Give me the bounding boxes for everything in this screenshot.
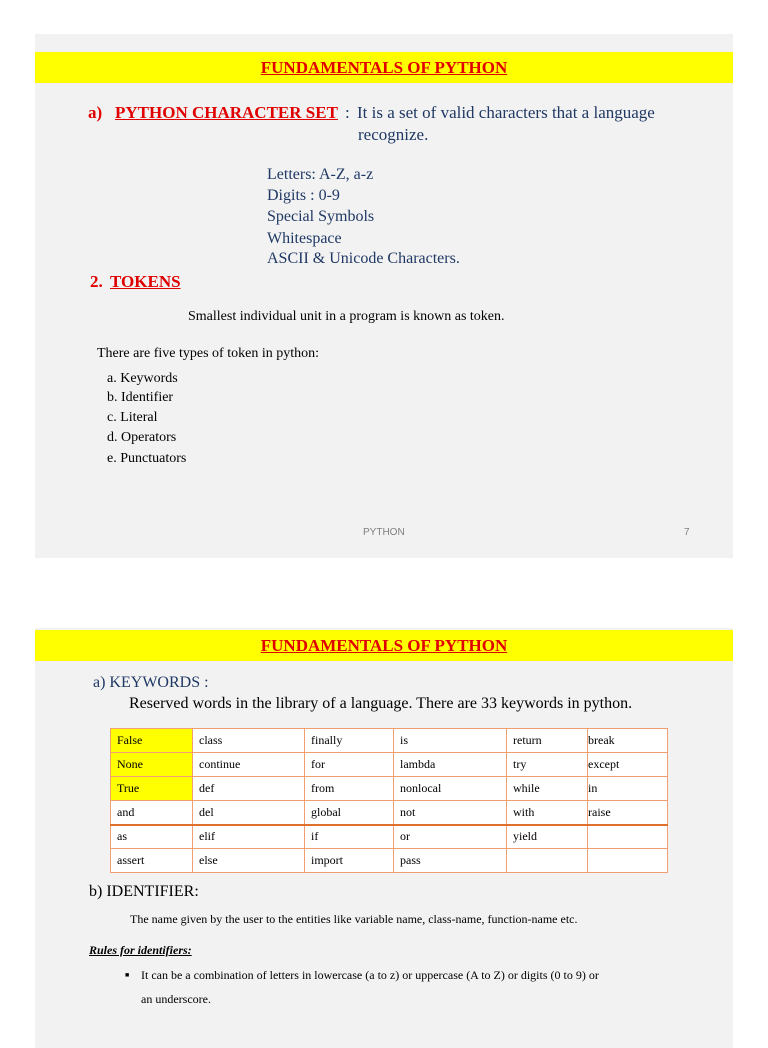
table-row (111, 729, 668, 753)
table-row (111, 801, 668, 825)
table-row (111, 753, 668, 777)
identifier-heading: b) IDENTIFIER: (89, 883, 199, 900)
keyword-cell: elif (193, 825, 305, 849)
token-type-item: e. Punctuators (107, 451, 187, 466)
rules-heading: Rules for identifiers: (89, 943, 192, 957)
keyword-cell: yield (507, 825, 588, 849)
rule-text-line2: an underscore. (141, 992, 211, 1006)
keyword-cell: def (193, 777, 305, 801)
keyword-cell: class (193, 729, 305, 753)
keyword-cell (507, 849, 588, 873)
page-number: 7 (684, 527, 690, 538)
identifier-definition: The name given by the user to the entities like variable name, class-name, function-name etc. (130, 912, 578, 926)
charset-item: Digits : 0-9 (267, 187, 340, 204)
keyword-cell: for (305, 753, 394, 777)
keyword-cell: as (111, 825, 193, 849)
keyword-cell (588, 849, 668, 873)
table-row (111, 825, 668, 849)
charset-item: Letters: A-Z, a-z (267, 166, 374, 183)
charset-definition-line1: It is a set of valid characters that a language (357, 103, 655, 122)
token-type-item: d. Operators (107, 430, 177, 445)
charset-item: ASCII & Unicode Characters. (267, 250, 460, 267)
tokens-marker: 2. (90, 272, 103, 291)
token-type-item: b. Identifier (107, 390, 174, 405)
bullet-icon: ■ (125, 971, 130, 979)
keyword-cell: assert (111, 849, 193, 873)
keyword-cell (588, 825, 668, 849)
keyword-cell: and (111, 801, 193, 825)
keyword-cell: except (588, 753, 668, 777)
charset-separator: : (345, 103, 350, 122)
token-type-item: c. Literal (107, 410, 158, 425)
rule-text-line1: It can be a combination of letters in lowercase (a to z) or uppercase (A to Z) or digits (0 to 9) or (141, 968, 599, 982)
keyword-cell: raise (588, 801, 668, 825)
keyword-cell: del (193, 801, 305, 825)
keyword-cell: None (111, 753, 193, 777)
keyword-cell: try (507, 753, 588, 777)
tokens-intro: There are five types of token in python: (97, 346, 319, 361)
keyword-cell: continue (193, 753, 305, 777)
charset-item: Whitespace (267, 230, 342, 247)
keyword-cell: break (588, 729, 668, 753)
keyword-cell: in (588, 777, 668, 801)
slide-2 (35, 628, 733, 1048)
keyword-cell: finally (305, 729, 394, 753)
token-type-item: a. Keywords (107, 371, 178, 386)
charset-definition-line2: recognize. (358, 125, 429, 144)
keyword-cell: pass (394, 849, 507, 873)
keyword-cell: not (394, 801, 507, 825)
charset-heading: PYTHON CHARACTER SET (115, 103, 338, 122)
keywords-definition: Reserved words in the library of a language. There are 33 keywords in python. (129, 695, 633, 712)
keyword-cell: if (305, 825, 394, 849)
keyword-cell: else (193, 849, 305, 873)
title-banner (35, 52, 733, 83)
keyword-cell: return (507, 729, 588, 753)
charset-marker: a) (88, 103, 103, 122)
keyword-cell: True (111, 777, 193, 801)
slide-title: FUNDAMENTALS OF PYTHON (260, 636, 508, 655)
table-row (111, 849, 668, 873)
title-banner (35, 630, 733, 661)
charset-item: Special Symbols (267, 208, 375, 225)
keyword-cell: nonlocal (394, 777, 507, 801)
keyword-cell: from (305, 777, 394, 801)
keywords-heading: a) KEYWORDS : (93, 674, 209, 691)
keyword-cell: or (394, 825, 507, 849)
keywords-table (110, 728, 668, 873)
slide-footer: PYTHON (363, 527, 405, 538)
keyword-cell: import (305, 849, 394, 873)
keyword-cell: False (111, 729, 193, 753)
slide-title: FUNDAMENTALS OF PYTHON (260, 58, 508, 77)
keyword-cell: global (305, 801, 394, 825)
keyword-cell: with (507, 801, 588, 825)
table-row (111, 777, 668, 801)
keyword-cell: while (507, 777, 588, 801)
keyword-cell: lambda (394, 753, 507, 777)
tokens-heading: TOKENS (110, 272, 181, 291)
slide-1 (35, 34, 733, 558)
tokens-definition: Smallest individual unit in a program is known as token. (188, 309, 505, 324)
keyword-cell: is (394, 729, 507, 753)
